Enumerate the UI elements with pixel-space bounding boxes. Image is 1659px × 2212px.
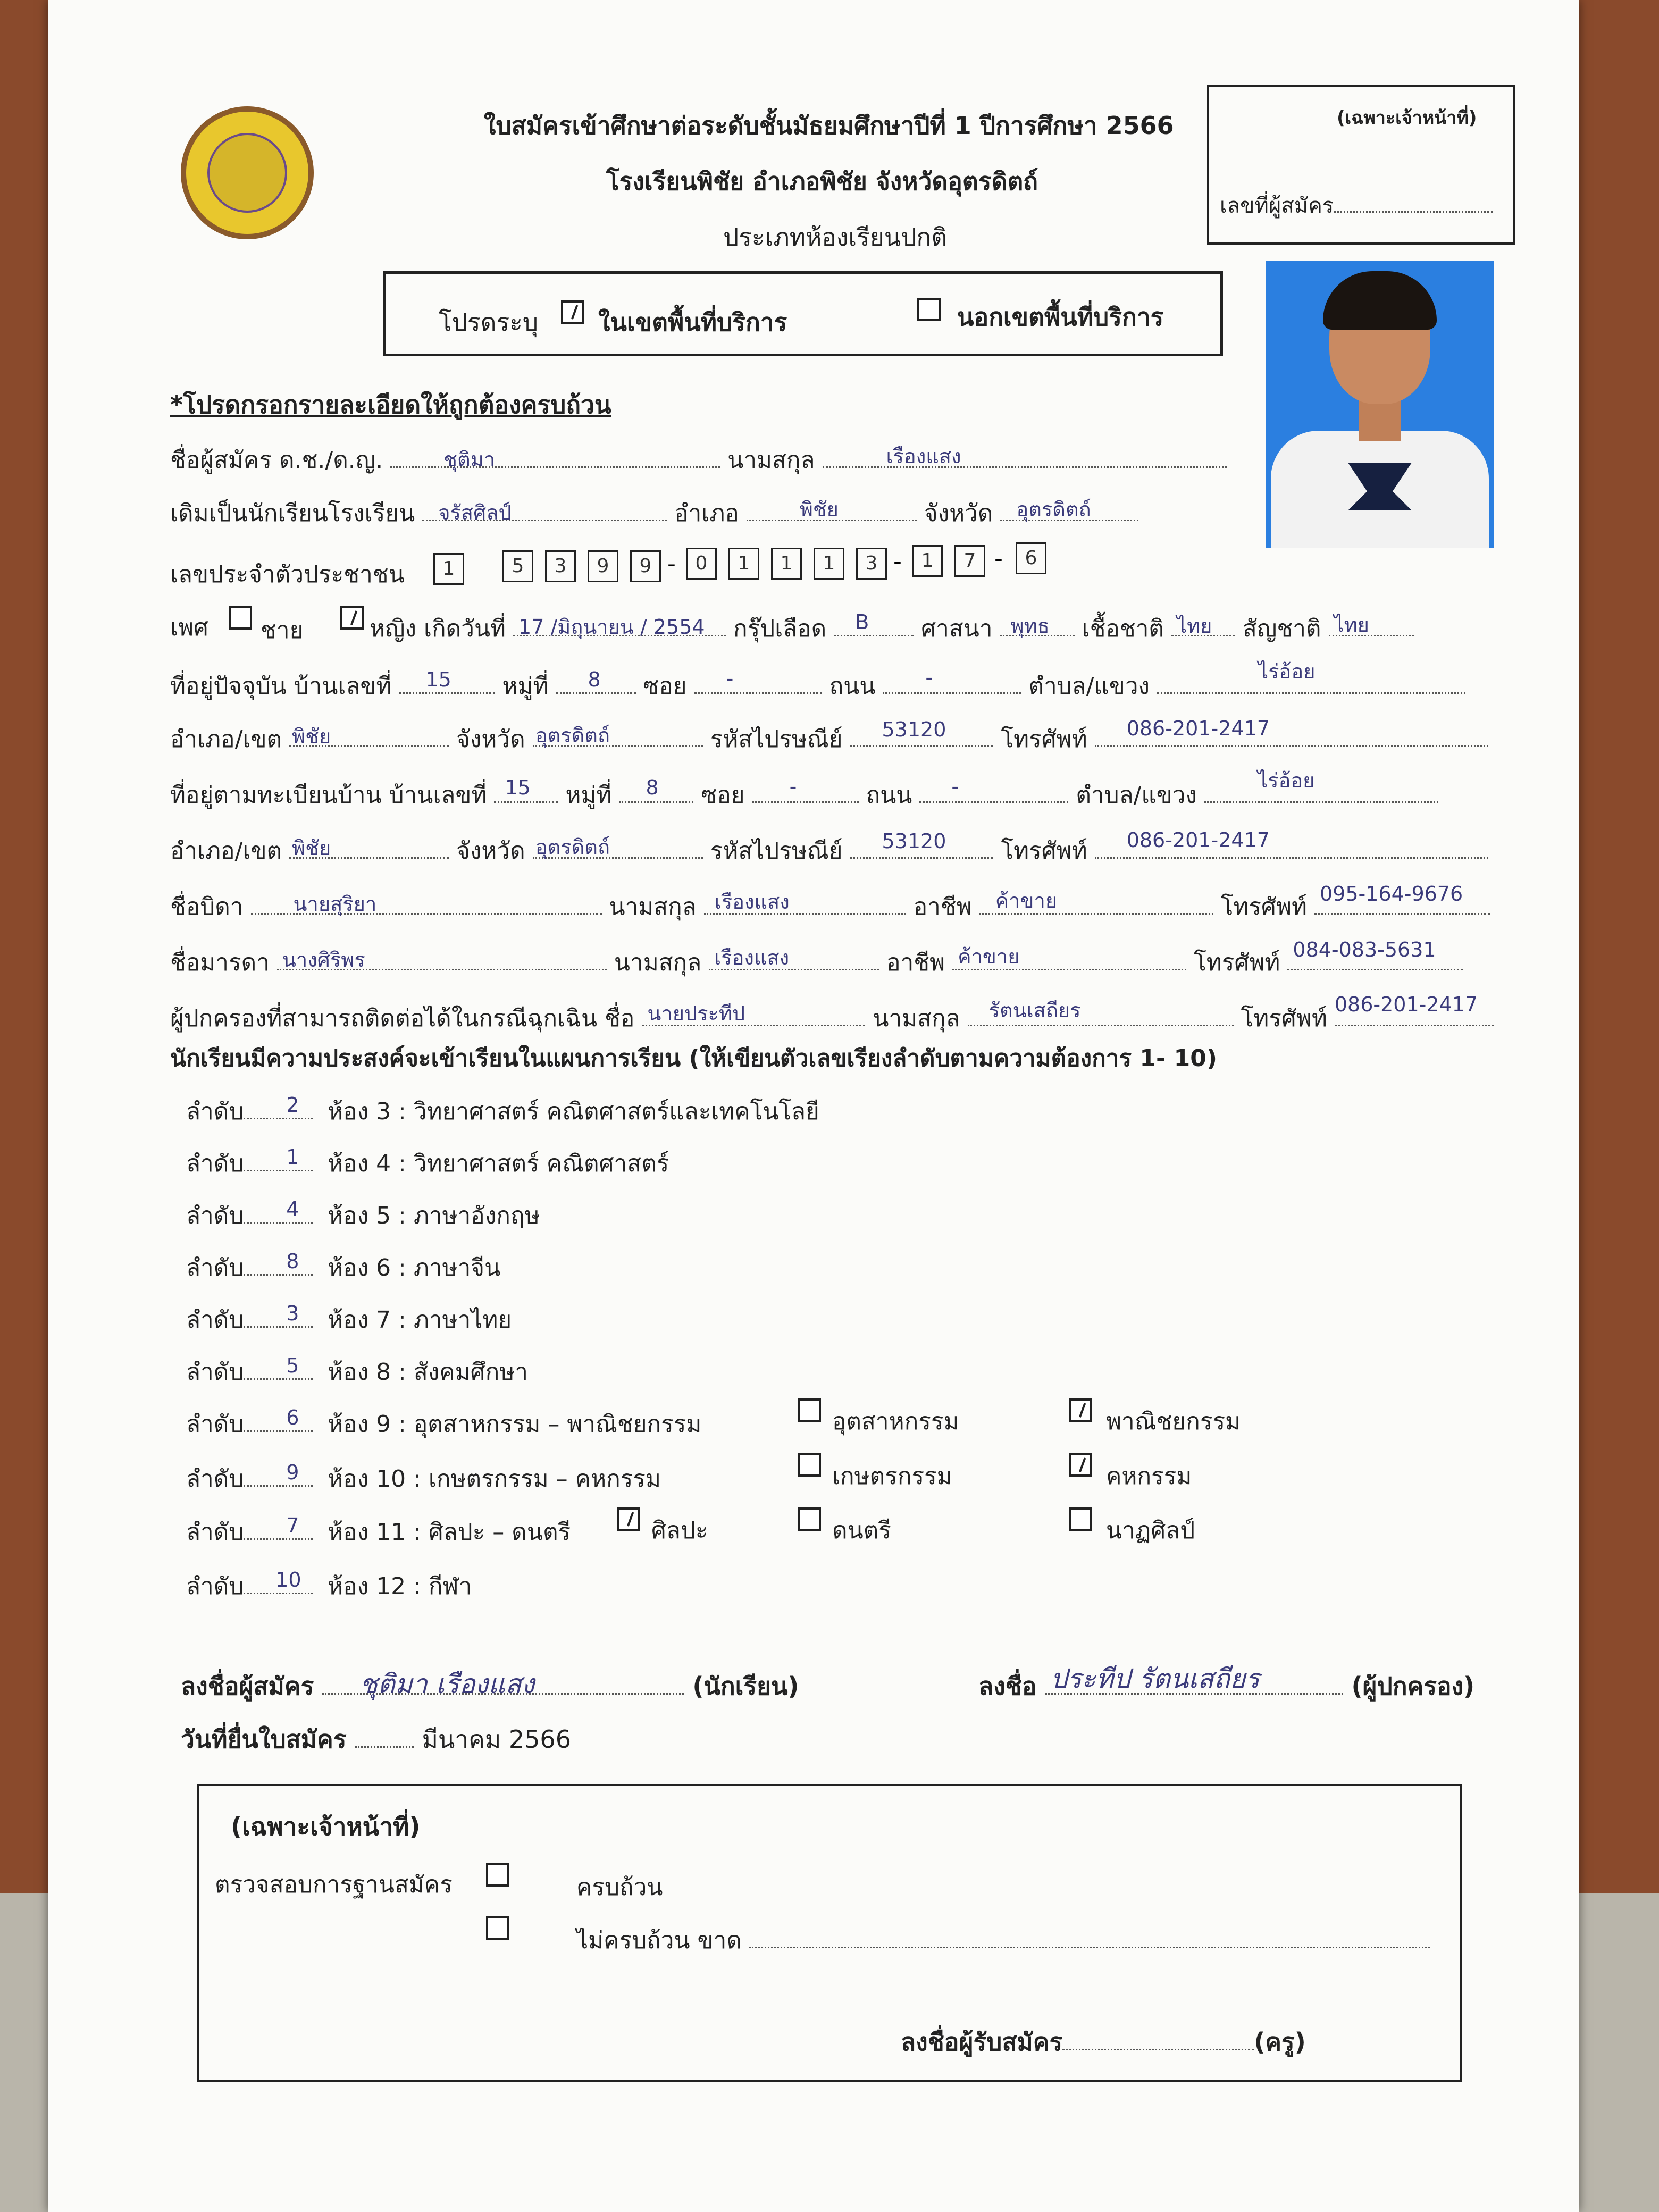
birth-row: หญิง เกิดวันที่ 17 /มิถุนายน / 2554 กรุ๊ปเลือด B ศาสนา พุทธ เชื้อชาติ ไทย สัญชาติ ไทย (370, 610, 1414, 647)
school-seal-icon (181, 106, 314, 239)
registered-province-value[interactable]: อุตรดิตถ์ (535, 835, 610, 859)
home-economics-checkbox[interactable] (1069, 1453, 1092, 1477)
applicant-photo (1266, 261, 1494, 548)
father-surname-value[interactable]: เรืองแสง (714, 890, 790, 914)
registered-house-value[interactable]: 15 (505, 776, 531, 799)
commerce-label: พาณิชยกรรม (1106, 1408, 1241, 1435)
plan-rank[interactable]: 10 (275, 1568, 301, 1591)
application-form: ใบสมัครเข้าศึกษาต่อระดับชั้นมัธยมศึกษาปีที่ 1 ปีการศึกษา 2566 โรงเรียนพิชัย อำเภอพิชัย จังหวัดอุตรดิตถ์ ประเภทห้องเรียนปกติ (เฉพาะเจ้าหน้าที่) เลขที่ผู้สมัคร โปรดระบุ ในเขตพื้นที่บริการ นอกเขตพื้นที่บริการ *โปรดกรอกรายละเอียดให้ถูกต้องครบถ้วน ชื่อผู้สมัคร ด.ช./ด.ญ. ชุติมา นามสกุล เรืองแสง เดิมเป็นนักเรียนโรงเรียน จรัสศิลป์ อำเภอ พิชัย จังหวัด อุตรดิตถ์ เลขประจำตัวประชาชน 1 5 3 9 9 - 0 1 1 1 3 - 1 7 - 6 เพศ ชาย หญิง เกิดวันที่ 17 /มิถุนายน / 2554 กรุ๊ปเลือด B ศาสนา พุทธ เชื้อชาติ ไทย สัญชาติ ไทย ที่อยู่ปัจจุบัน บ้านเลขที่ 15 หมู่ที่ 8 ซอย - ถนน - ตำบล/แขวง ไร่อ้อย อำเภอ/เขต พิชัย จังหวัด อุตรดิตถ์ รหัสไปรษณีย์ 53120 โทรศัพท์ 086-201-2417 ที่อยู่ตามทะเบียนบ้าน บ้านเลขที่ 15 หมู่ที่ 8 ซอย - ถนน - ตำบล/แขวง ไร่อ้อย อำเภอ/เขต พิชัย จังหวัด อุตรดิตถ์ รหัสไปรษณีย์ 53120 โทรศัพท์ 086-201-2417 ชื่อบิดา นายสุริยา นามสกุล เรืองแสง อาชีพ ค้าขาย โทรศัพท์ 095-164-9676 ชื่อมารดา นางศิริพร นามสกุล เรืองแสง อาชีพ ค้าขาย โทรศัพท์ 084-083-5631 ผู้ปกครองที่สามารถติดต่อได้ในกรณีฉุกเฉิน ชื่อ นายประทีป นามสกุล รัตนเสถียร โทรศัพท์ 086-201-2417 นักเรียนมีความประสงค์จะเข้าเรียนในแผนการเรียน (ให้เขียนตัวเลขเรียงลำดับตามความต้องการ 1- 10) ลำดับ 2 ห้อง 3 : วิทยาศาสตร์ คณิตศาสตร์และเทคโนโลยี ลำดับ 1 ห้อง 4 : วิทยาศาสตร์ คณิตศาสตร์ ลำดับ 4 ห้อง 5 : ภาษาอังกฤษ ลำดับ 8 ห้อง 6 : ภาษาจีน ลำดับ 3 ห้อง 7 : ภาษาไทย ลำดับ 5 ห้อง 8 : สังคมศึกษา ลำดับ 6 ห้อง 9 : อุตสาหกรรม – พาณิชยกรรม ลำดับ 9 ห้อง 10 : เกษตรกรรม – คหกรรม ลำดับ 7 ห้อง 11 : ศิลปะ – ดนตรี ลำดับ 10 ห้อง 12 : กีฬา อุตสาหกรรม พาณิชยกรรม เกษตรกรรม คหกรรม ศิลปะ ดนตรี นาฏศิลป์ ลงชื่อผู้สมัคร ชุติมา เรืองแสง (นักเรียน) ลงชื่อ ประทีป รัตนเสถียร (ผู้ปกครอง) วันที่ยื่นใบสมัคร มีนาคม 2566 (เฉพาะเจ้าหน้าที่) ตรวจสอบการฐานสมัคร ครบถ้วน ไม่ครบถ้วน ขาด ลงชื่อผู้รับสมัคร (ครู) (48, 0, 1579, 2212)
submit-date-row: วันที่ยื่นใบสมัคร มีนาคม 2566 (181, 1725, 571, 1754)
guardian-signature[interactable]: ประทีป รัตนเสถียร (1050, 1663, 1260, 1694)
incomplete-row: ไม่ครบถ้วน ขาด (576, 1922, 1430, 1959)
plan-row: ลำดับ 6 ห้อง 9 : อุตสาหกรรม – พาณิชยกรรม (186, 1406, 702, 1438)
plan-row: ลำดับ 1 ห้อง 4 : วิทยาศาสตร์ คณิตศาสตร์ (186, 1145, 669, 1177)
registered-phone-value[interactable]: 086-201-2417 (1126, 828, 1270, 852)
plan-rank[interactable]: 7 (286, 1514, 299, 1537)
mother-job-value[interactable]: ค้าขาย (958, 945, 1020, 968)
submit-date-value[interactable]: มีนาคม 2566 (422, 1725, 571, 1754)
id-digit[interactable]: 3 (856, 548, 887, 580)
industry-label: อุตสาหกรรม (832, 1408, 959, 1435)
zone-in-checkbox[interactable] (561, 300, 584, 324)
plan-rank[interactable]: 2 (286, 1093, 299, 1117)
father-name-value[interactable]: นายสุริยา (293, 892, 377, 916)
official-review-box (197, 1784, 1462, 2082)
plans-heading: นักเรียนมีความประสงค์จะเข้าเรียนในแผนการเรียน (ให้เขียนตัวเลขเรียงลำดับตามความต้องการ 1- 10) (170, 1045, 1217, 1072)
home-economics-label: คหกรรม (1106, 1463, 1192, 1490)
current-address-row-2: อำเภอ/เขต พิชัย จังหวัด อุตรดิตถ์ รหัสไปรษณีย์ 53120 โทรศัพท์ 086-201-2417 (170, 720, 1488, 758)
registered-road-value[interactable]: - (951, 775, 959, 798)
art-checkbox[interactable] (617, 1507, 640, 1531)
father-phone-value[interactable]: 095-164-9676 (1319, 882, 1463, 906)
id-digit[interactable]: 7 (954, 545, 985, 577)
name-row: ชื่อผู้สมัคร ด.ช./ด.ญ. ชุติมา นามสกุล เรืองแสง (170, 441, 1227, 479)
id-digit[interactable]: 9 (588, 550, 618, 582)
registered-district-value[interactable]: พิชัย (292, 836, 331, 860)
guardian-signature-row: ลงชื่อ ประทีป รัตนเสถียร (ผู้ปกครอง) (978, 1667, 1474, 1706)
sex-label: เพศ (170, 614, 208, 641)
current-phone-value[interactable]: 086-201-2417 (1126, 717, 1270, 740)
school-name: โรงเรียนพิชัย อำเภอพิชัย จังหวัดอุตรดิตถ์ (606, 167, 1038, 196)
old-school-district-value[interactable]: พิชัย (799, 498, 839, 521)
registered-moo-value[interactable]: 8 (646, 776, 659, 799)
male-checkbox[interactable] (229, 606, 252, 630)
zone-out-label: นอกเขตพื้นที่บริการ (957, 303, 1164, 331)
guardian-row: ผู้ปกครองที่สามารถติดต่อได้ในกรณีฉุกเฉิน ชื่อ นายประทีป นามสกุล รัตนเสถียร โทรศัพท์ 086-201-2417 (170, 1000, 1494, 1037)
father-row: ชื่อบิดา นายสุริยา นามสกุล เรืองแสง อาชีพ ค้าขาย โทรศัพท์ 095-164-9676 (170, 888, 1490, 925)
mother-name-value[interactable]: นางศิริพร (282, 948, 365, 971)
id-digit[interactable]: 1 (814, 548, 844, 580)
birth-value[interactable]: 17 /มิถุนายน / 2554 (518, 615, 705, 639)
religion-value[interactable]: พุทธ (1010, 614, 1050, 638)
id-digit[interactable]: 1 (771, 548, 802, 580)
official-review-title: (เฉพาะเจ้าหน้าที่) (231, 1812, 421, 1841)
industry-checkbox[interactable] (798, 1398, 821, 1422)
old-school-value[interactable]: จรัสศิลป์ (438, 501, 512, 524)
check-label: ตรวจสอบการฐานสมัคร (215, 1871, 453, 1898)
id-digit[interactable]: 0 (686, 548, 717, 580)
plan-row: ลำดับ 3 ห้อง 7 : ภาษาไทย (186, 1302, 512, 1334)
id-digit[interactable]: 3 (545, 550, 576, 582)
plan-row: ลำดับ 4 ห้อง 5 : ภาษาอังกฤษ (186, 1197, 540, 1229)
official-use-box (1207, 85, 1515, 245)
current-house-value[interactable]: 15 (425, 668, 451, 691)
plan-rank[interactable]: 8 (286, 1250, 299, 1273)
plan-rank[interactable]: 5 (286, 1354, 299, 1377)
class-type: ประเภทห้องเรียนปกติ (723, 223, 948, 252)
zone-label: โปรดระบุ (439, 308, 539, 337)
male-label: ชาย (261, 617, 304, 644)
plan-rank[interactable]: 6 (286, 1406, 299, 1429)
plan-row: ลำดับ 7 ห้อง 11 : ศิลปะ – ดนตรี (186, 1514, 571, 1546)
music-checkbox[interactable] (798, 1507, 821, 1531)
art-label: ศิลปะ (651, 1517, 708, 1544)
current-soi-value[interactable]: - (726, 667, 734, 690)
current-district-value[interactable]: พิชัย (292, 725, 331, 748)
registered-address-row-2: อำเภอ/เขต พิชัย จังหวัด อุตรดิตถ์ รหัสไปรษณีย์ 53120 โทรศัพท์ 086-201-2417 (170, 832, 1488, 869)
commerce-checkbox[interactable] (1069, 1398, 1092, 1422)
plan-rank[interactable]: 4 (286, 1197, 299, 1221)
surname-value[interactable]: เรืองแสง (886, 445, 961, 468)
current-address-row-1: ที่อยู่ปัจจุบัน บ้านเลขที่ 15 หมู่ที่ 8 ซอย - ถนน - ตำบล/แขวง ไร่อ้อย (170, 667, 1465, 705)
complete-label: ครบถ้วน (576, 1874, 663, 1901)
instruction: *โปรดกรอกรายละเอียดให้ถูกต้องครบถ้วน (170, 390, 611, 419)
applicant-signature[interactable]: ชุติมา เรืองแสง (359, 1669, 535, 1699)
name-value[interactable]: ชุติมา (443, 448, 496, 471)
id-digit[interactable]: 9 (630, 550, 661, 582)
applicant-signature-row: ลงชื่อผู้สมัคร ชุติมา เรืองแสง (นักเรียน) (181, 1667, 799, 1706)
guardian-name-value[interactable]: นายประทีป (647, 1002, 745, 1025)
id-digit[interactable]: 1 (912, 545, 943, 577)
zone-in-label: ในเขตพื้นที่บริการ (598, 308, 787, 337)
plan-row: ลำดับ 9 ห้อง 10 : เกษตรกรรม – คหกรรม (186, 1461, 661, 1493)
plan-row: ลำดับ 10 ห้อง 12 : กีฬา (186, 1568, 472, 1600)
zone-box (383, 271, 1223, 356)
registered-subdistrict-value[interactable]: ไร่อ้อย (1258, 769, 1315, 792)
plan-row: ลำดับ 5 ห้อง 8 : สังคมศึกษา (186, 1354, 528, 1386)
current-subdistrict-value[interactable]: ไร่อ้อย (1258, 660, 1316, 683)
plan-row: ลำดับ 8 ห้อง 6 : ภาษาจีน (186, 1250, 501, 1281)
id-digit[interactable]: 1 (728, 548, 759, 580)
form-title: ใบสมัครเข้าศึกษาต่อระดับชั้นมัธยมศึกษาปีที่ 1 ปีการศึกษา 2566 (484, 111, 1174, 140)
official-box-title: (เฉพาะเจ้าหน้าที่) (1337, 107, 1477, 129)
mother-row: ชื่อมารดา นางศิริพร นามสกุล เรืองแสง อาชีพ ค้าขาย โทรศัพท์ 084-083-5631 (170, 944, 1463, 981)
race-value[interactable]: ไทย (1177, 614, 1212, 638)
id-digit[interactable]: 6 (1016, 542, 1046, 574)
dance-checkbox[interactable] (1069, 1507, 1092, 1531)
incomplete-checkbox[interactable] (486, 1916, 509, 1940)
current-postal-value[interactable]: 53120 (882, 718, 946, 741)
registered-address-row-1: ที่อยู่ตามทะเบียนบ้าน บ้านเลขที่ 15 หมู่ที่ 8 ซอย - ถนน - ตำบล/แขวง ไร่อ้อย (170, 776, 1438, 814)
zone-out-checkbox[interactable] (917, 298, 941, 321)
plan-row: ลำดับ 2 ห้อง 3 : วิทยาศาสตร์ คณิตศาสตร์และเทคโนโลยี (186, 1093, 819, 1125)
current-road-value[interactable]: - (925, 666, 933, 689)
receiver-row: ลงชื่อผู้รับสมัคร (ครู) (901, 2027, 1306, 2056)
guardian-surname-value[interactable]: รัตนเสถียร (988, 999, 1081, 1022)
father-job-value[interactable]: ค้าขาย (995, 889, 1058, 912)
registered-postal-value[interactable]: 53120 (882, 830, 946, 853)
mother-surname-value[interactable]: เรืองแสง (714, 946, 790, 969)
id-digit[interactable]: 1 (433, 553, 464, 585)
plan-rank[interactable]: 3 (286, 1302, 299, 1325)
current-moo-value[interactable]: 8 (588, 668, 601, 691)
agriculture-label: เกษตรกรรม (832, 1463, 952, 1490)
agriculture-checkbox[interactable] (798, 1453, 821, 1477)
plan-rank[interactable]: 9 (286, 1461, 299, 1484)
music-label: ดนตรี (832, 1517, 891, 1544)
current-province-value[interactable]: อุตรดิตถ์ (535, 724, 610, 747)
plan-rank[interactable]: 1 (286, 1145, 299, 1169)
old-school-province-value[interactable]: อุตรดิตถ์ (1016, 498, 1091, 521)
registered-soi-value[interactable]: - (789, 775, 797, 798)
old-school-row: เดิมเป็นนักเรียนโรงเรียน จรัสศิลป์ อำเภอ พิชัย จังหวัด อุตรดิตถ์ (170, 495, 1138, 532)
dance-label: นาฏศิลป์ (1106, 1517, 1195, 1544)
blood-value[interactable]: B (855, 610, 869, 634)
id-digit[interactable]: 5 (502, 550, 533, 582)
nationality-value[interactable]: ไทย (1334, 613, 1369, 636)
guardian-phone-value[interactable]: 086-201-2417 (1334, 993, 1478, 1016)
complete-checkbox[interactable] (486, 1863, 509, 1887)
female-checkbox[interactable] (340, 606, 364, 630)
id-label: เลขประจำตัวประชาชน (170, 561, 405, 588)
applicant-no-label: เลขที่ผู้สมัคร (1220, 188, 1493, 222)
mother-phone-value[interactable]: 084-083-5631 (1293, 938, 1436, 961)
